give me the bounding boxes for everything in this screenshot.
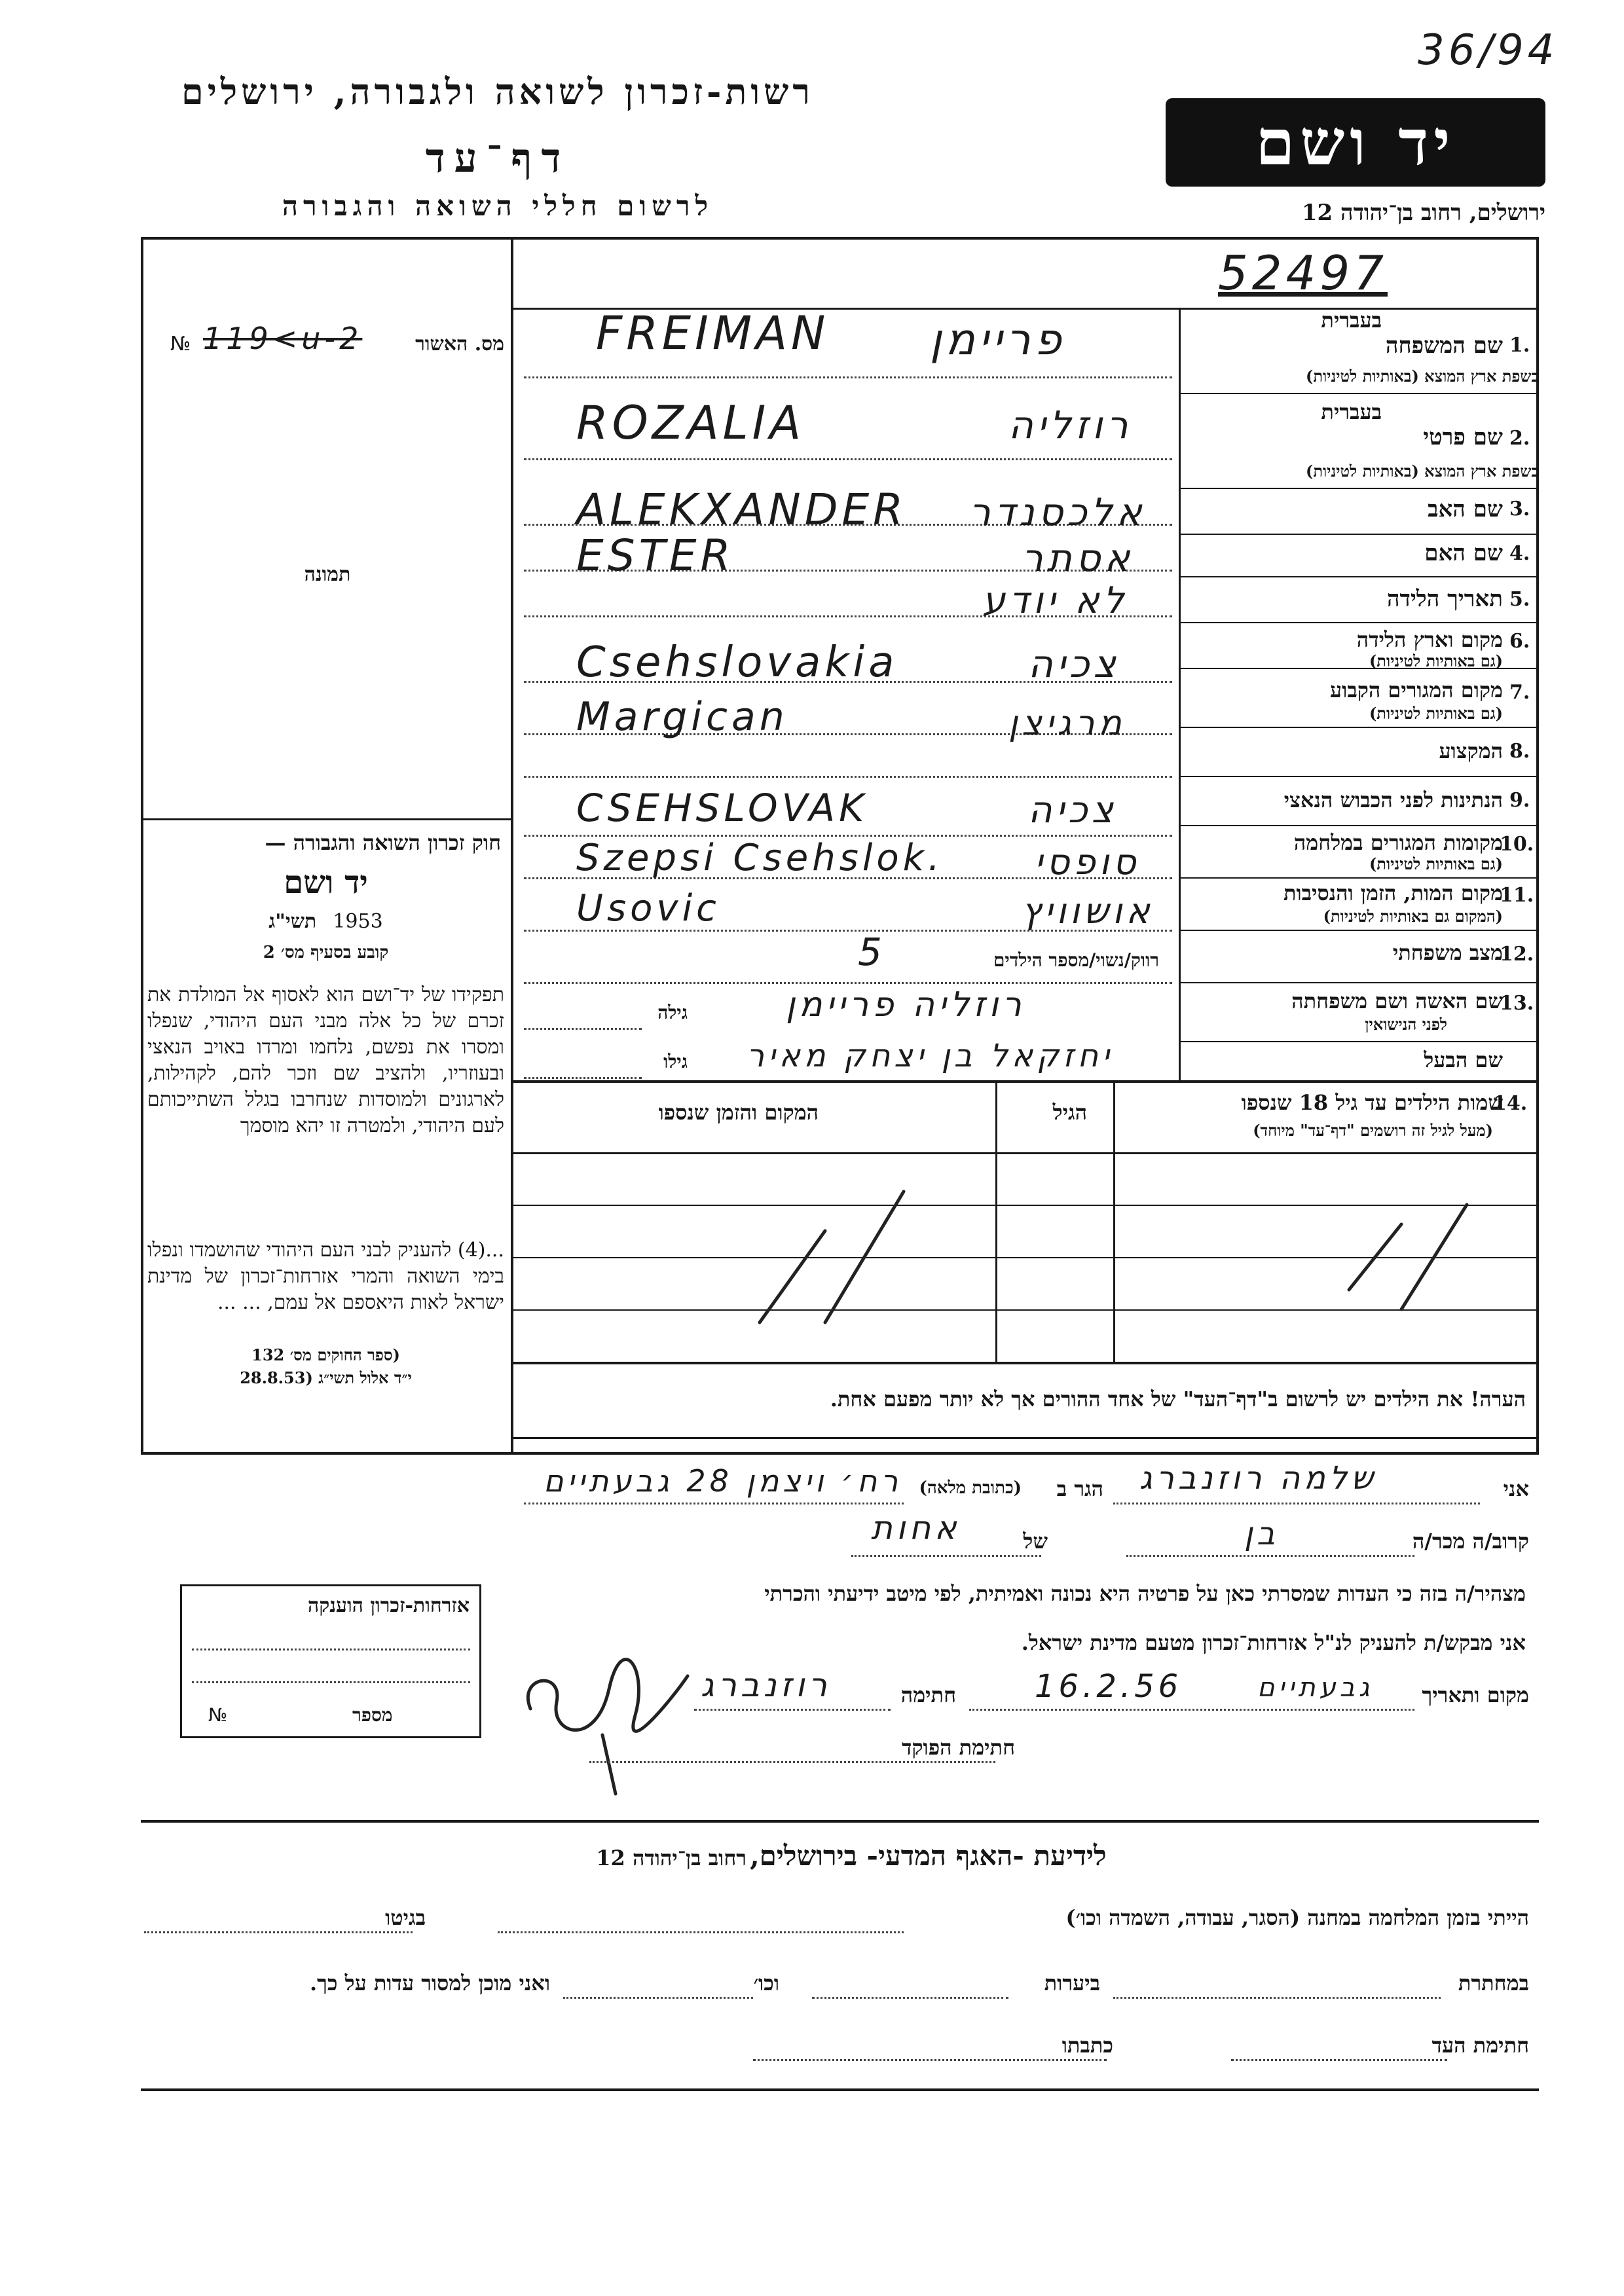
signature-value: רוזנברג bbox=[701, 1666, 831, 1704]
answer-line-1 bbox=[524, 376, 1172, 378]
footer-his-address: כתבתו bbox=[1061, 2033, 1113, 2058]
relative-line bbox=[1126, 1555, 1414, 1557]
declaration-address-label: (כתובת מלאה) bbox=[919, 1478, 1022, 1498]
footer-witness-signature: חתימת העד bbox=[1431, 2033, 1529, 2058]
law-reference-2: י״ד אלול תשי״ג (28.8.53 bbox=[240, 1368, 412, 1387]
answer-line-8 bbox=[524, 776, 1172, 778]
of-value: אחות bbox=[871, 1509, 961, 1547]
row-sep-11 bbox=[1179, 930, 1539, 931]
field-11-number: 11. bbox=[1500, 884, 1534, 907]
field-7-latin-value: Margican bbox=[576, 694, 788, 740]
field-9-label: הנתינות לפני הכבוש הנאצי bbox=[1283, 788, 1503, 812]
law-title: חוק זכרון השואה והגבורה — bbox=[265, 830, 501, 855]
field-12-number: 12. bbox=[1500, 943, 1534, 966]
field-3-number: 3. bbox=[1509, 498, 1530, 520]
footer-etc-line bbox=[563, 1997, 753, 1999]
field-7-hebrew-value: מרגיצן bbox=[1008, 704, 1126, 743]
field-6-label: מקום וארץ הלידה bbox=[1356, 627, 1503, 652]
field-5-value: לא יודע bbox=[982, 579, 1128, 622]
declaration-address-value: רח׳ ויצמן 28 גבעתיים bbox=[544, 1463, 902, 1499]
field-13-number: 13. bbox=[1500, 992, 1534, 1015]
logo-address: ירושלים, רחוב בן־יהודה 12 bbox=[1301, 200, 1545, 226]
field-4-number: 4. bbox=[1509, 542, 1530, 565]
logo-text: יד ושם bbox=[1255, 105, 1456, 179]
field-10-latin-value: Szepsi Csehslok. bbox=[576, 837, 944, 879]
bottom-rule bbox=[141, 2088, 1539, 2091]
footer-forests-line bbox=[812, 1997, 1008, 1999]
citizenship-no-label: מספר bbox=[352, 1704, 393, 1726]
approval-no-prefix: № bbox=[170, 333, 191, 355]
field-10-label: מקומות המגורים במלחמה bbox=[1293, 830, 1503, 855]
field-2-hebrew-label: בעברית bbox=[1321, 399, 1382, 424]
footer-rule bbox=[141, 1820, 1539, 1823]
strike-mark bbox=[760, 1192, 904, 1322]
law-year-heb: תשי"ג bbox=[268, 910, 317, 933]
officer-line bbox=[589, 1761, 995, 1763]
form-title: דף־עד bbox=[425, 134, 570, 182]
field-13-label: שם האשה ושם משפחתה bbox=[1291, 989, 1503, 1013]
field-6-hebrew-value: צכיה bbox=[1028, 642, 1120, 686]
field-2-latin-label: בשפת ארץ המוצא (באותיות לטיניות) bbox=[1306, 462, 1539, 481]
footer-ghetto-line bbox=[144, 1931, 413, 1933]
form-subtitle: לרשום חללי השואה והגבורה bbox=[282, 190, 714, 222]
frame-top bbox=[141, 237, 1539, 240]
declaration-name-line bbox=[1113, 1503, 1480, 1504]
field-1-hebrew-label: בעברית bbox=[1321, 308, 1382, 333]
row-sep-12 bbox=[1179, 982, 1539, 983]
field-2-label: שם פרטי bbox=[1423, 424, 1503, 450]
field-13-age-line bbox=[524, 1028, 642, 1030]
declaration-i-label: אני bbox=[1503, 1476, 1529, 1501]
relative-value: בן bbox=[1244, 1516, 1279, 1552]
law-text-2: ...(4) להעניק לבני העם היהודי שהושמדו ונפלו בימי השואה והמרי אזרחות־זכרון של מדינת ישראל לאות היאספם אל עמם, ... ... bbox=[147, 1239, 504, 1314]
photo-area-bottom bbox=[141, 818, 511, 820]
declaration-address-line bbox=[524, 1503, 904, 1504]
approval-no-value: 119<u-2 bbox=[203, 321, 363, 356]
footer-title-row bbox=[458, 1840, 1244, 1879]
field-8-label: המקצוע bbox=[1439, 738, 1503, 763]
field-4-hebrew-value: אסתר bbox=[1022, 536, 1134, 580]
row-sep-7 bbox=[1179, 727, 1539, 728]
answer-line-12 bbox=[524, 982, 1172, 984]
field-8-number: 8. bbox=[1509, 740, 1530, 763]
field-2-hebrew-value: רוזליה bbox=[1008, 403, 1132, 447]
relative-label: קרוב/ה מכר/ה bbox=[1412, 1529, 1529, 1554]
remark-bottom bbox=[511, 1437, 1539, 1439]
field-7-number: 7. bbox=[1509, 681, 1530, 704]
field-13-note: לפני הנישואין bbox=[1365, 1015, 1447, 1034]
field-9-number: 9. bbox=[1509, 789, 1530, 812]
field-5-label: תאריך הלידה bbox=[1386, 586, 1503, 612]
field-13-age-label: גילה bbox=[657, 1002, 688, 1023]
footer-address-line bbox=[753, 2059, 1107, 2061]
of-label: של bbox=[1023, 1529, 1048, 1554]
field-10-number: 10. bbox=[1500, 833, 1534, 856]
footer-underground-line bbox=[1113, 1997, 1441, 1999]
field-2-number: 2. bbox=[1509, 427, 1530, 450]
field-13-value: רוזליה פריימן bbox=[786, 985, 1025, 1025]
place-date-label: מקום ותאריך bbox=[1422, 1683, 1529, 1707]
approval-number-row bbox=[151, 321, 504, 360]
field-12-children-value: 5 bbox=[858, 930, 886, 974]
field-4-latin-value: ESTER bbox=[576, 530, 735, 581]
field-6-note: (גם באותיות לטיניות) bbox=[1369, 651, 1503, 670]
remark-text: הערה! את הילדים יש לרשום ב"דף־העד" של אחד ההורים אך לא יותר מפעם אחת. bbox=[830, 1387, 1526, 1412]
law-reference-1: (ספר החוקים מס׳ 132 bbox=[251, 1345, 400, 1364]
photo-label: תמונה bbox=[304, 563, 351, 586]
law-name: יד ושם bbox=[284, 864, 368, 901]
row-sep-13 bbox=[1179, 1041, 1539, 1042]
footer-camp-text: הייתי בזמן המלחמה במחנה (הסגר, עבודה, השמדה וכו׳) bbox=[1065, 1905, 1529, 1930]
husband-age-line bbox=[524, 1077, 642, 1079]
archive-number: 36/94 bbox=[1418, 26, 1559, 75]
field-5-number: 5. bbox=[1509, 588, 1530, 611]
law-year-row bbox=[151, 910, 501, 936]
field-1-latin-label: בשפת ארץ המוצא (באותיות לטיניות) bbox=[1306, 367, 1539, 386]
date-value: 16.2.56 bbox=[1035, 1668, 1183, 1705]
signature-line bbox=[694, 1709, 891, 1711]
children-col-age: הגיל bbox=[1052, 1100, 1087, 1125]
row-sep-10 bbox=[1179, 877, 1539, 879]
field-6-latin-value: Csehslovakia bbox=[576, 638, 898, 687]
footer-address: רחוב בן־יהודה 12 bbox=[596, 1846, 747, 1870]
law-text: תפקידו של יד־ושם הוא לאסוף אל המולדת את זכרם של כל אלה מבני העם היהודי, שנפלו ומסרו את נפשם, נלחמו ומרדו באויב הנאצי ובעוזריו, ולהציב שם וזכר להם, לקהילות, לארגונים ולמוסדות שנחרבו בגלל השתייכותם לעם היהודי, ולמטרה זו יהא מוסמך bbox=[147, 983, 504, 1137]
law-clause: קובע בסעיף מס׳ 2 bbox=[263, 943, 389, 962]
field-10-hebrew-value: סופסי bbox=[1035, 841, 1140, 883]
children-top bbox=[511, 1080, 1539, 1083]
field-12-children-label: רווק/נשוי/מספר הילדים bbox=[993, 949, 1159, 971]
field-11-latin-value: Usovic bbox=[576, 887, 720, 930]
place-date-line bbox=[969, 1709, 1414, 1711]
frame-left bbox=[141, 237, 143, 1455]
field-7-label: מקום המגורים הקבוע bbox=[1330, 678, 1503, 702]
approval-label: מס. האשור bbox=[415, 333, 504, 355]
field-1-number: 1. bbox=[1509, 334, 1530, 357]
field-11-hebrew-value: אושוויץ bbox=[1022, 890, 1154, 932]
law-year: 1953 bbox=[333, 910, 383, 933]
row-sep-1 bbox=[1179, 393, 1539, 394]
officer-signature-label: חתימת הפוקד bbox=[902, 1735, 1015, 1760]
footer-title: לידיעת -האגף המדעי- בירושלים, bbox=[750, 1840, 1107, 1872]
of-line bbox=[851, 1555, 1041, 1557]
citizenship-line-2 bbox=[192, 1681, 470, 1683]
children-col-place: המקום והזמן שנספו bbox=[658, 1100, 819, 1125]
field-6-number: 6. bbox=[1509, 630, 1530, 653]
children-note: (מעל לגיל זה רושמים "דף־עד" מיוחד) bbox=[1253, 1121, 1493, 1140]
yad-vashem-logo bbox=[1166, 98, 1545, 187]
strike-mark bbox=[1349, 1205, 1467, 1309]
field-12-label: מצב משפחתי bbox=[1392, 940, 1503, 965]
row-sep-8 bbox=[1179, 776, 1539, 777]
footer-witness-line bbox=[1231, 2059, 1447, 2061]
row-sep-3 bbox=[1179, 534, 1539, 535]
field-3-latin-value: ALEKXANDER bbox=[576, 484, 908, 535]
frame-bottom bbox=[141, 1452, 1539, 1455]
label-col-divider bbox=[1179, 308, 1181, 1080]
field-9-hebrew-value: צכיה bbox=[1028, 789, 1117, 831]
field-1-label: שם המשפחה bbox=[1385, 333, 1503, 359]
footer-ghetto: בגיטו bbox=[385, 1905, 426, 1930]
husband-age-label: גילו bbox=[663, 1051, 688, 1072]
citizenship-box-title: אזרחות-זכרון הוענקה bbox=[307, 1594, 470, 1617]
field-3-label: שם האב bbox=[1428, 496, 1503, 522]
children-title: שמות הילדים עד גיל 18 שנספו bbox=[1241, 1090, 1503, 1115]
answer-line-2 bbox=[524, 458, 1172, 460]
form-number: 52497 bbox=[1218, 246, 1388, 301]
remark-top bbox=[511, 1362, 1539, 1364]
signature-scrawl bbox=[504, 1650, 701, 1807]
signature-label: חתימה bbox=[900, 1683, 956, 1707]
row-sep-9 bbox=[1179, 825, 1539, 826]
footer-camp-line bbox=[498, 1931, 904, 1933]
field-11-note: (המקום גם באותיות לטיניות) bbox=[1323, 907, 1503, 926]
declaration-statement: מצהיר/ה בזה כי העדות שמסרתי כאן על פרטיה היא נכונה ואמיתית, לפי מיטב ידיעתי והכרתי bbox=[764, 1581, 1526, 1606]
children-number: 14. bbox=[1493, 1092, 1528, 1115]
husband-label: שם הבעל bbox=[1424, 1048, 1503, 1072]
footer-forests: ביערות bbox=[1044, 1971, 1100, 1995]
row-sep-4 bbox=[1179, 576, 1539, 577]
footer-underground: במחתרת bbox=[1458, 1971, 1529, 1995]
citizenship-line-1 bbox=[192, 1649, 470, 1650]
field-10-note: (גם באותיות לטיניות) bbox=[1369, 854, 1503, 873]
field-9-latin-value: CSEHSLOVAK bbox=[576, 786, 868, 830]
field-2-latin-value: ROZALIA bbox=[576, 396, 805, 450]
field-4-label: שם האם bbox=[1424, 540, 1503, 566]
authority-title: רשות-זכרון לשואה ולגבורה, ירושלים bbox=[181, 71, 814, 113]
field-11-label: מקום המות, הזמן והנסיבות bbox=[1283, 881, 1503, 905]
declaration-name-value: שלמה רוזנברג bbox=[1139, 1460, 1378, 1497]
footer-etc: וכו׳ bbox=[753, 1971, 779, 1995]
declaration-residing: הגר ב bbox=[1056, 1476, 1103, 1501]
declaration-request: אני מבקש/ת להעניק לנ"ל אזרחות־זכרון מטעם מדינת ישראל. bbox=[1021, 1630, 1526, 1655]
row-sep-2 bbox=[1179, 488, 1539, 489]
husband-value: יחזקאל בן יצחק מאיר bbox=[747, 1038, 1113, 1074]
field-1-hebrew-value: פריימן bbox=[930, 314, 1065, 365]
citizenship-no-prefix: № bbox=[208, 1704, 228, 1726]
place-value: גבעתיים bbox=[1257, 1673, 1374, 1703]
footer-ready: ואני מוכן למסור עדות על כך. bbox=[309, 1971, 550, 1995]
citizenship-box bbox=[180, 1584, 481, 1738]
field-7-note: (גם באותיות לטיניות) bbox=[1369, 704, 1503, 723]
row-sep-5 bbox=[1179, 622, 1539, 623]
field-1-latin-value: FREIMAN bbox=[596, 306, 830, 360]
field-3-hebrew-value: אלכסנדר bbox=[969, 490, 1146, 534]
children-strike-marks bbox=[511, 1152, 1539, 1362]
